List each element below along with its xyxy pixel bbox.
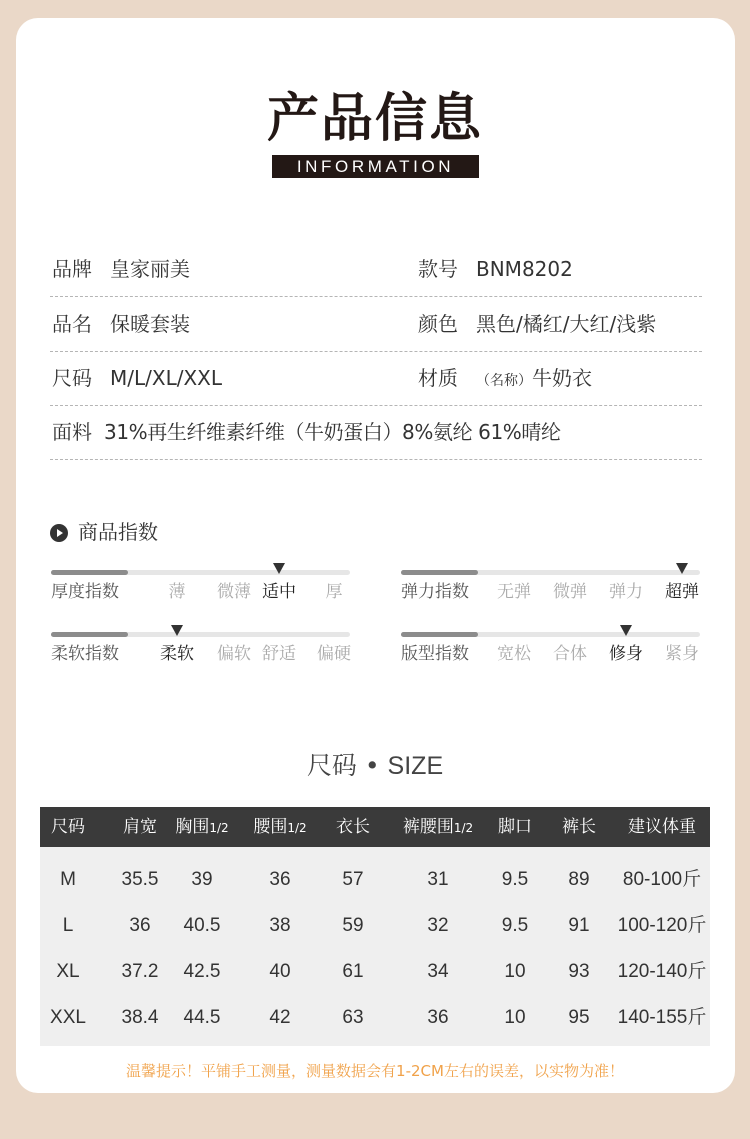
size-table-cell: M: [60, 869, 76, 890]
gauge-name: 弹力指数: [401, 582, 469, 602]
size-table-cell: XL: [56, 961, 80, 982]
fabric-label: 面料: [52, 420, 92, 444]
gauge-fill: [51, 570, 128, 575]
size-table-cell: 61: [342, 961, 364, 982]
size-table-header-cell: 裤长: [562, 817, 596, 837]
gauge-option: 偏软: [217, 644, 251, 664]
size-table-cell: 38.4: [121, 1007, 159, 1028]
size-table-cell: 100-120斤: [617, 915, 707, 936]
gauge-option: 合体: [553, 644, 587, 664]
size-table-header-cell: 裤腰围1/2: [402, 817, 474, 837]
index-gauge-0: [51, 564, 350, 614]
gauge-marker-icon: [676, 563, 688, 574]
name-value: 保暖套装: [110, 312, 190, 336]
name-label: 品名: [52, 312, 92, 336]
brand-value: 皇家丽美: [110, 257, 190, 281]
gauge-fill: [401, 570, 478, 575]
info-row-fabric: [50, 405, 702, 460]
gauge-option: 舒适: [262, 644, 296, 664]
style-value: BNM8202: [476, 257, 573, 281]
page-title: 产品信息: [266, 89, 483, 149]
material-label: 材质: [418, 366, 458, 390]
brand-label: 品牌: [52, 257, 92, 281]
size-table-cell: 59: [342, 915, 364, 936]
gauge-name: 厚度指数: [51, 582, 119, 602]
size-table-cell: 31: [427, 869, 449, 890]
material-value: 牛奶衣: [532, 366, 592, 390]
gauge-option: 厚: [325, 582, 343, 602]
size-label: 尺码: [52, 366, 92, 390]
size-table-cell: 63: [342, 1007, 364, 1028]
gauge-name: 柔软指数: [51, 644, 119, 664]
size-table-cell: 57: [342, 869, 364, 890]
size-table-cell: 37.2: [121, 961, 159, 982]
size-table-header-cell: 腰围1/2: [253, 817, 307, 837]
index-gauge-1: [401, 564, 700, 614]
size-table-cell: 91: [568, 915, 590, 936]
size-table-cell: 40.5: [183, 915, 221, 936]
size-table-cell: 36: [129, 915, 151, 936]
gauge-option: 微薄: [217, 582, 251, 602]
size-table-cell: 9.5: [501, 869, 529, 890]
size-table-cell: 10: [504, 1007, 526, 1028]
size-table-cell: 38: [269, 915, 291, 936]
info-row-size: [50, 351, 702, 406]
gauge-option: 薄: [168, 582, 186, 602]
size-table-cell: 44.5: [183, 1007, 221, 1028]
color-label: 颜色: [418, 312, 458, 336]
gauge-option: 微弹: [553, 582, 587, 602]
size-table-cell: 34: [427, 961, 449, 982]
size-table-cell: 140-155斤: [617, 1007, 707, 1028]
size-table-cell: 80-100斤: [622, 869, 702, 890]
index-gauge-2: [51, 626, 350, 676]
gauge-fill: [51, 632, 128, 637]
gauge-option: 适中: [262, 582, 296, 602]
measurement-note: 温馨提示！平铺手工测量，测量数据会有1-2CM左右的误差，以实物为准！: [126, 1062, 624, 1080]
gauge-option: 修身: [609, 644, 643, 664]
gauge-marker-icon: [273, 563, 285, 574]
size-table-cell: 95: [568, 1007, 590, 1028]
size-table-cell: 9.5: [501, 915, 529, 936]
size-value: M/L/XL/XXL: [110, 366, 223, 390]
gauge-fill: [401, 632, 478, 637]
size-table-cell: L: [62, 915, 74, 936]
gauge-marker-icon: [620, 625, 632, 636]
size-table-header-cell: 衣长: [336, 817, 370, 837]
size-table-cell: 36: [269, 869, 291, 890]
play-circle-icon: [50, 524, 68, 542]
size-table-cell: 35.5: [121, 869, 159, 890]
size-table-cell: XXL: [50, 1007, 86, 1028]
size-table-cell: 10: [504, 961, 526, 982]
gauge-option: 无弹: [497, 582, 531, 602]
indices-title: 商品指数: [78, 520, 158, 544]
size-table-cell: 89: [568, 869, 590, 890]
size-table-cell: 42: [269, 1007, 291, 1028]
material-note: （名称）: [476, 373, 532, 389]
info-row-name: [50, 297, 702, 352]
size-table-cell: 39: [191, 869, 213, 890]
gauge-name: 版型指数: [401, 644, 469, 664]
gauge-option: 宽松: [497, 644, 531, 664]
color-value: 黑色/橘红/大红/浅紫: [476, 312, 657, 336]
size-table-cell: 42.5: [183, 961, 221, 982]
size-title-cn: 尺码: [306, 751, 357, 780]
style-label: 款号: [418, 257, 458, 281]
size-table-header-cell: 胸围1/2: [175, 817, 229, 837]
index-gauge-3: [401, 626, 700, 676]
size-table-cell: 93: [568, 961, 590, 982]
gauge-option: 超弹: [665, 582, 699, 602]
size-table-header-cell: 建议体重: [628, 817, 696, 837]
size-table-cell: 120-140斤: [617, 961, 707, 982]
size-table-header-cell: 肩宽: [123, 817, 157, 837]
page-subtitle: INFORMATION: [272, 155, 479, 178]
indices-heading: [50, 518, 158, 546]
gauge-marker-icon: [171, 625, 183, 636]
size-title-en: SIZE: [387, 752, 444, 780]
size-table-header: [40, 807, 710, 847]
size-title: [0, 748, 750, 784]
info-row-brand: [50, 242, 702, 297]
size-table-cell: 32: [427, 915, 449, 936]
size-table-cell: 40: [269, 961, 291, 982]
size-title-sep: •: [364, 751, 380, 780]
gauge-option: 弹力: [609, 582, 643, 602]
size-table-header-cell: 脚口: [498, 817, 532, 837]
size-table-header-cell: 尺码: [51, 817, 85, 837]
gauge-option: 紧身: [665, 644, 699, 664]
gauge-option: 偏硬: [317, 644, 351, 664]
gauge-option: 柔软: [160, 644, 194, 664]
size-table-cell: 36: [427, 1007, 449, 1028]
size-table-body: [40, 847, 710, 1046]
fabric-value: 31%再生纤维素纤维（牛奶蛋白）8%氨纶 61%晴纶: [104, 420, 561, 444]
